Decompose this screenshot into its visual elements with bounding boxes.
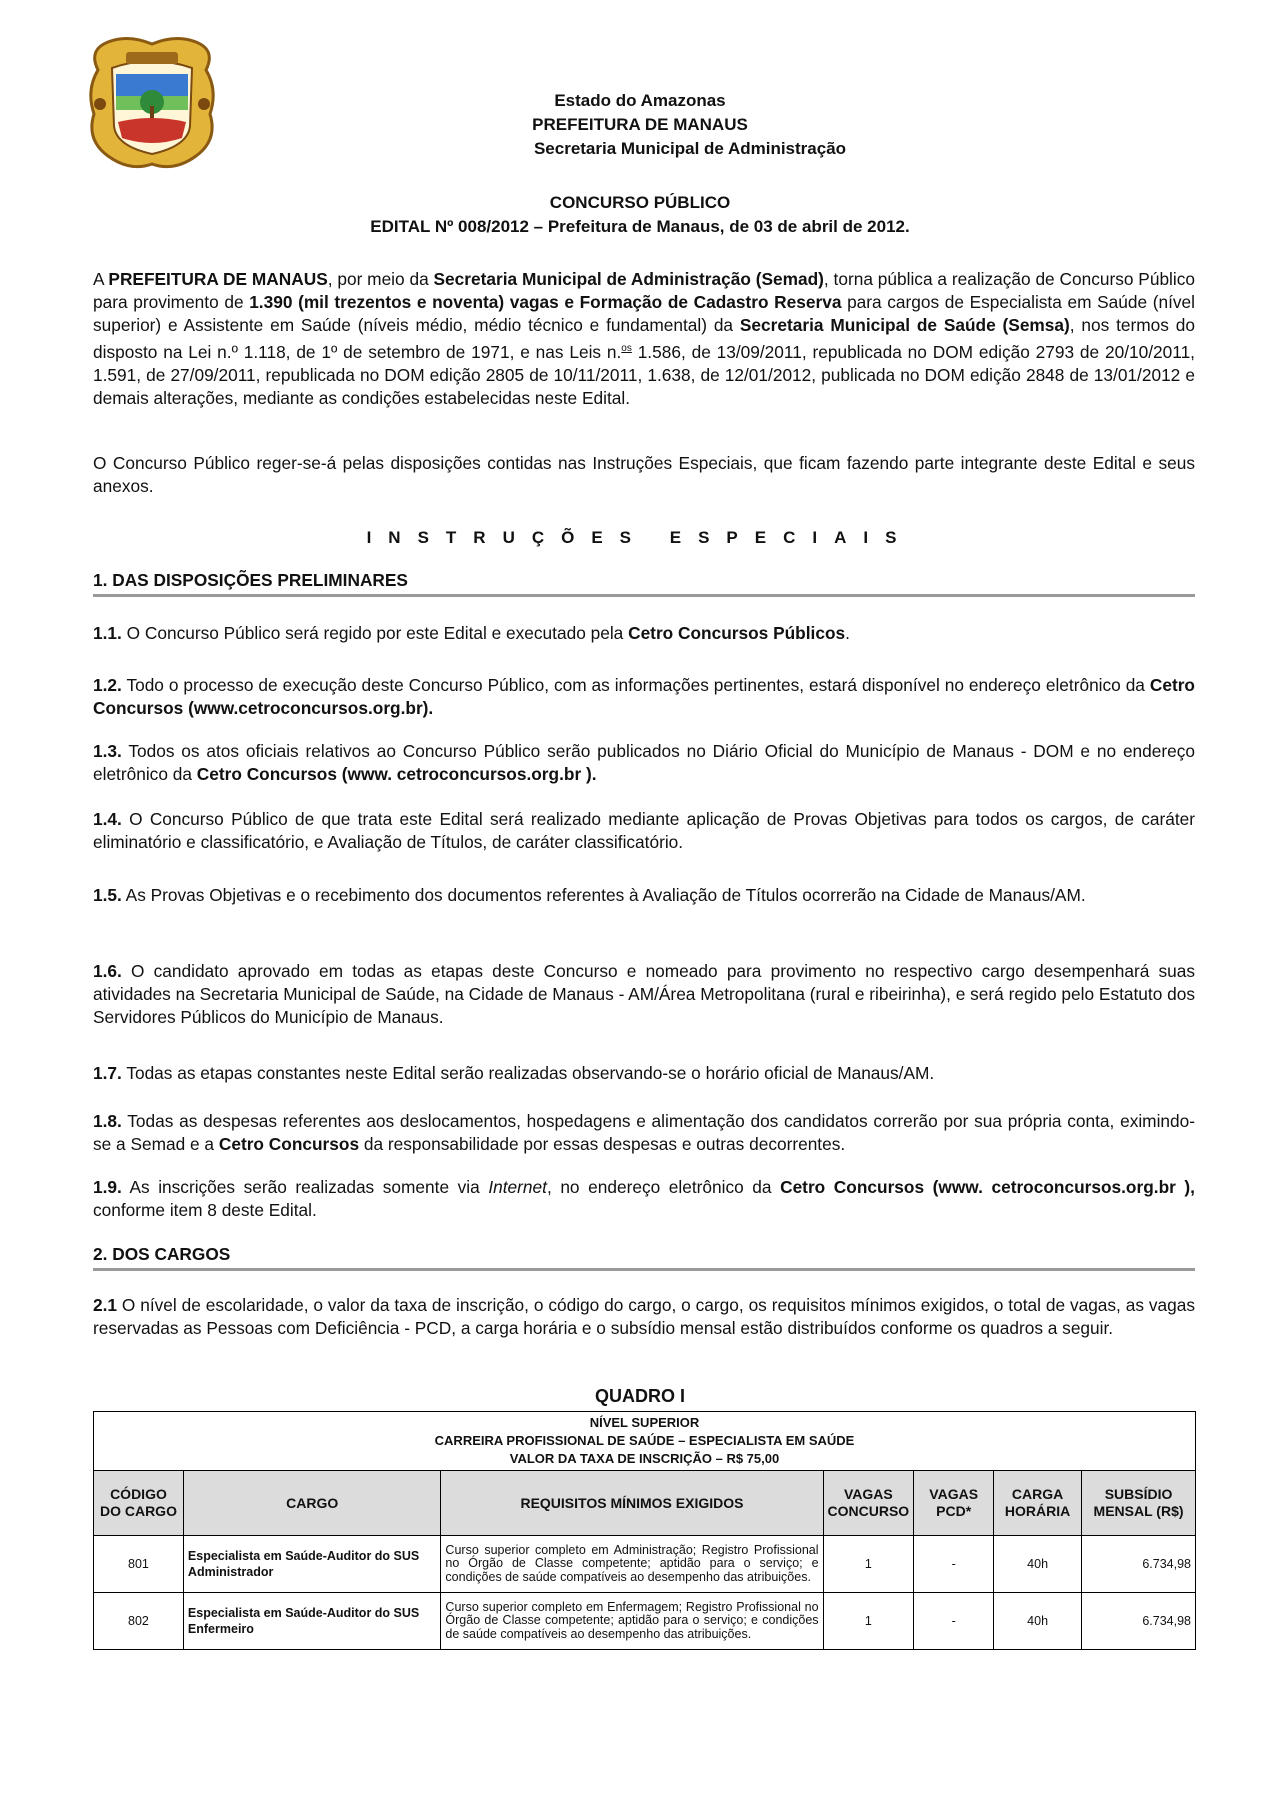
cell-pcd: - [914, 1593, 994, 1650]
item-1-6: 1.6. O candidato aprovado em todas as etapas deste Concurso e nomeado para provimento no respectivo cargo desempenhará suas atividades na Secretaria Municipal de Saúde, na Cidade de Manaus - AM/Área Metropolitana (rural e ribeirinha), e será regido pelo Estatuto dos Servidores Públicos do Município de Manaus. [93, 961, 1195, 1027]
table-header-row [94, 1471, 1196, 1536]
secretariat-title: Secretaria Municipal de Administração [533, 139, 847, 158]
item-1-9: 1.9. As inscrições serão realizadas somente via Internet, no endereço eletrônico da Cetro Concursos (www. cetroconcursos.org.br ), conforme item 8 deste Edital. [93, 1177, 1195, 1220]
cell-salary: 6.734,98 [1082, 1593, 1196, 1650]
item-1-5: 1.5. As Provas Objetivas e o recebimento dos documentos referentes à Avaliação de Títulos ocorrerão na Cidade de Manaus/AM. [93, 885, 1086, 905]
section-1-divider [93, 594, 1195, 597]
cell-workload: 40h [994, 1593, 1082, 1650]
header-cargo: CARGO [183, 1471, 441, 1536]
cell-cargo: Especialista em Saúde-Auditor do SUS Administrador [183, 1536, 441, 1593]
item-2-1: 2.1 O nível de escolaridade, o valor da taxa de inscrição, o código do cargo, o cargo, os requisitos mínimos exigidos, o total de vagas, as vagas reservadas as Pessoas com Deficiência - PCD, a carga horária e o subsídio mensal estão distribuídos conforme os quadros a seguir. [93, 1295, 1195, 1338]
section-2-title: 2. DOS CARGOS [93, 1244, 231, 1264]
quadro-title: QUADRO I [595, 1386, 685, 1406]
item-1-3: 1.3. Todos os atos oficiais relativos ao Concurso Público serão publicados no Diário Oficial do Município de Manaus - DOM e no endereço eletrônico da Cetro Concursos (www. cetroconcursos.org.br ). [93, 741, 1195, 784]
cell-code: 802 [94, 1593, 184, 1650]
section-2-divider [93, 1268, 1195, 1271]
cell-vacancies: 1 [823, 1593, 914, 1650]
banner-level: NÍVEL SUPERIOR [589, 1415, 700, 1430]
table-row [94, 1593, 1196, 1650]
contest-title: CONCURSO PÚBLICO [549, 193, 731, 212]
item-1-7: 1.7. Todas as etapas constantes neste Edital serão realizadas observando-se o horário oficial de Manaus/AM. [93, 1063, 935, 1083]
cell-workload: 40h [994, 1536, 1082, 1593]
table-banner-row [94, 1412, 1196, 1471]
table-row [94, 1536, 1196, 1593]
item-1-8: 1.8. Todas as despesas referentes aos deslocamentos, hospedagens e alimentação dos candidatos correrão por sua própria conta, eximindo-se a Semad e a Cetro Concursos da responsabilidade por essas despesas e outras decorrentes. [93, 1111, 1195, 1154]
intro-paragraph: A PREFEITURA DE MANAUS, por meio da Secretaria Municipal de Administração (Semad), torna pública a realização de Concurso Público para provimento de 1.390 (mil trezentos e noventa) vagas e Formação de Cadastro Reserva para cargos de Especialista em Saúde (nível superior) e Assistente em Saúde (níveis médio, médio técnico e fundamental) da Secretaria Municipal de Saúde (Semsa), nos termos do disposto na Lei n.º 1.118, de 1º de setembro de 1971, e nas Leis n.$^{os}$ 1.586, de 13/09/2011, republicada no DOM edição 2793 de 20/10/2011, 1.591, de 27/09/2011, republicada no DOM edição 2805 de 10/11/2011, 1.638, de 12/01/2012, publicada no DOM edição 2848 de 13/01/2012 e demais alterações, mediante as condições estabelecidas neste Edital. [93, 269, 1195, 408]
cell-requirements: Curso superior completo em Administração; Registro Profissional no Órgão de Classe competente; aptidão para o serviço; e condições de saúde compatíveis ao desempenho das atribuições. [441, 1536, 823, 1593]
state-title: Estado do Amazonas [554, 91, 726, 110]
header-pcd: VAGAS PCD* [914, 1471, 994, 1536]
cell-cargo: Especialista em Saúde-Auditor do SUS Enfermeiro [183, 1593, 441, 1650]
section-1-title: 1. DAS DISPOSIÇÕES PRELIMINARES [93, 570, 408, 590]
item-1-4: 1.4. O Concurso Público de que trata este Edital será realizado mediante aplicação de Provas Objetivas para todos os cargos, de caráter eliminatório e classificatório, e Avaliação de Títulos, de caráter classificatório. [93, 809, 1195, 852]
cell-pcd: - [914, 1536, 994, 1593]
instructions-title: INSTRUÇÕES ESPECIAIS [366, 528, 914, 547]
edital-title: EDITAL Nº 008/2012 – Prefeitura de Manaus, de 03 de abril de 2012. [370, 217, 910, 236]
header-code: CÓDIGO DO CARGO [94, 1471, 184, 1536]
cell-vacancies: 1 [823, 1536, 914, 1593]
item-1-2: 1.2. Todo o processo de execução deste Concurso Público, com as informações pertinentes, estará disponível no endereço eletrônico da Cetro Concursos (www.cetroconcursos.org.br). [93, 675, 1195, 718]
cell-code: 801 [94, 1536, 184, 1593]
banner-fee: VALOR DA TAXA DE INSCRIÇÃO – R$ 75,00 [509, 1451, 780, 1466]
banner-career: CARREIRA PROFISSIONAL DE SAÚDE – ESPECIALISTA EM SAÚDE [434, 1433, 855, 1448]
header-salary: SUBSÍDIO MENSAL (R$) [1082, 1471, 1196, 1536]
header-vacancies: VAGAS CONCURSO [823, 1471, 914, 1536]
cell-requirements: Curso superior completo em Enfermagem; Registro Profissional no Órgão de Classe competente; aptidão para o serviço; e condições de saúde compatíveis ao desempenho das atribuições. [441, 1593, 823, 1650]
quadro-table [93, 1411, 1196, 1650]
table-banner [94, 1412, 1196, 1471]
cell-salary: 6.734,98 [1082, 1536, 1196, 1593]
city-hall-title: PREFEITURA DE MANAUS [532, 115, 748, 134]
header-workload: CARGA HORÁRIA [994, 1471, 1082, 1536]
header-requirements: REQUISITOS MÍNIMOS EXIGIDOS [441, 1471, 823, 1536]
item-1-1: 1.1. O Concurso Público será regido por este Edital e executado pela Cetro Concursos Públicos. [93, 623, 850, 643]
intro-paragraph-2: O Concurso Público reger-se-á pelas disposições contidas nas Instruções Especiais, que ficam fazendo parte integrante deste Edital e seus anexos. [93, 453, 1195, 496]
